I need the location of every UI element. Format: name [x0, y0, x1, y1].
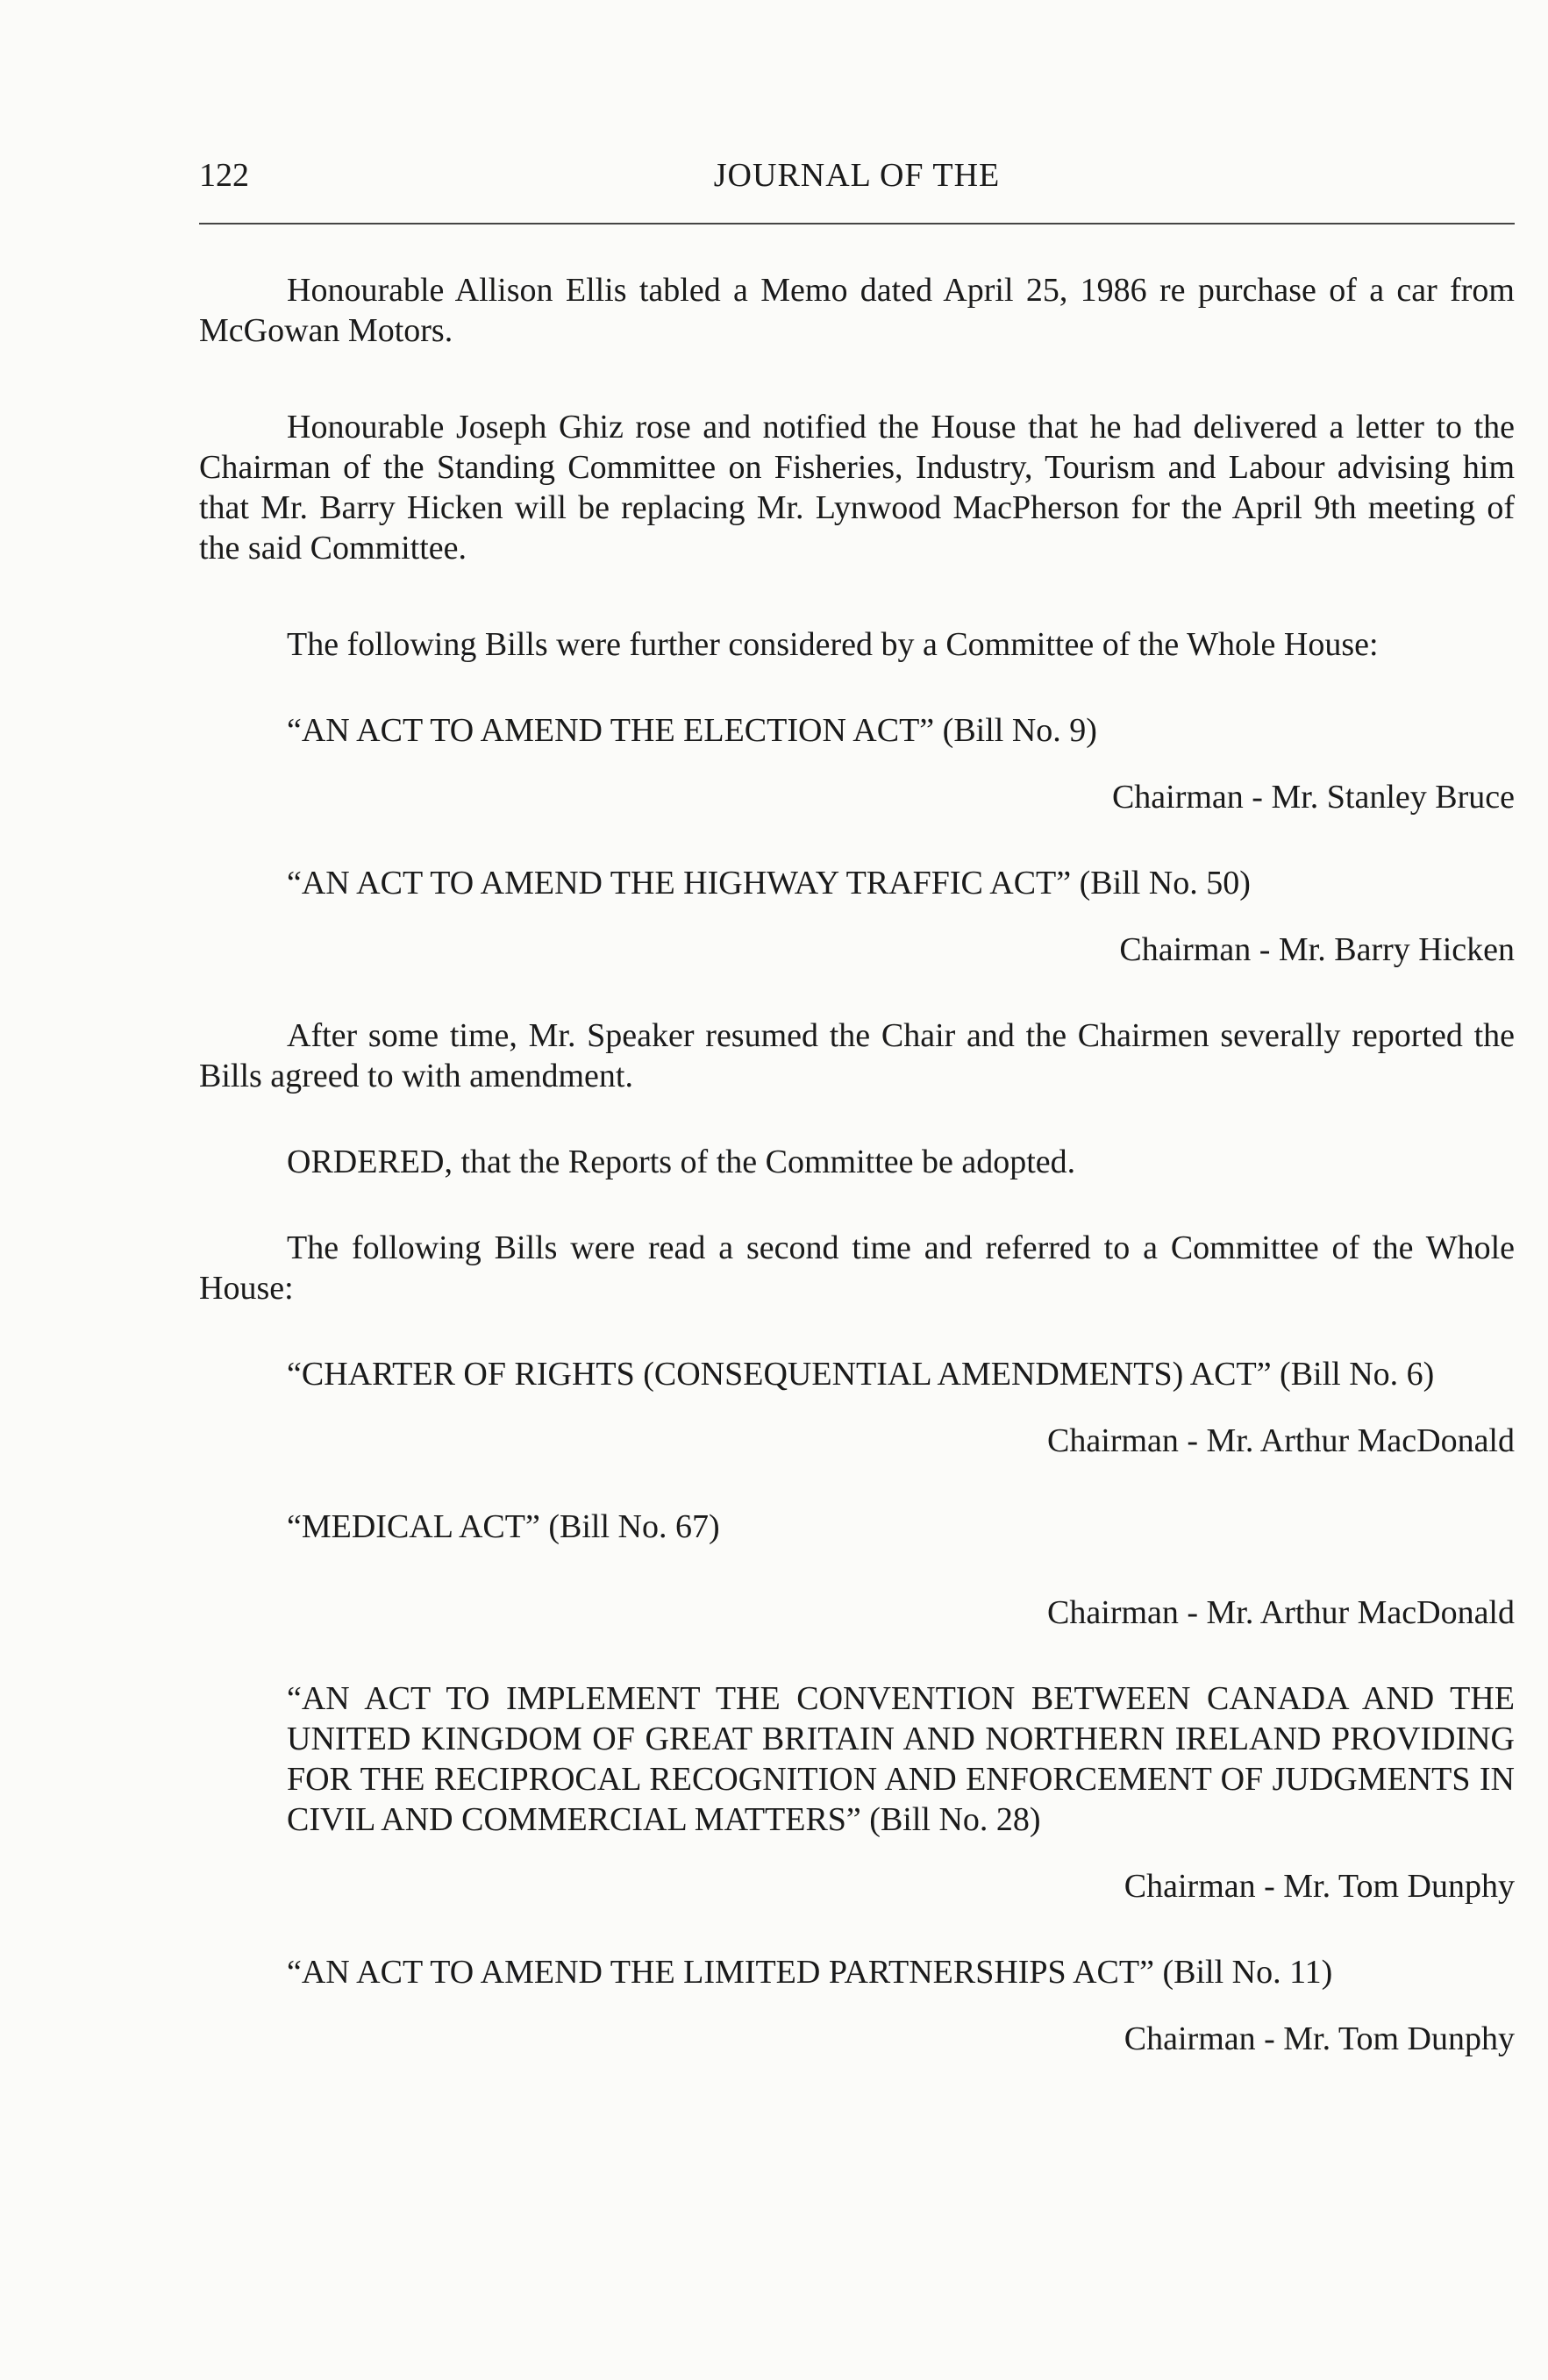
memo-paragraph: Honourable Allison Ellis tabled a Memo dated April 25, 1986 re purchase of a car from McGowan Motors.	[199, 272, 1515, 349]
bill-title: “AN ACT TO AMEND THE HIGHWAY TRAFFIC ACT” (Bill No. 50)	[287, 865, 1251, 901]
running-head: JOURNAL OF THE	[713, 157, 1001, 194]
further-considered-paragraph: The following Bills were further considered by a Committee of the Whole House:	[287, 626, 1379, 663]
journal-body	[199, 270, 1515, 2059]
bill-title: “AN ACT TO AMEND THE LIMITED PARTNERSHIPS ACT” (Bill No. 11)	[287, 1954, 1333, 1991]
header-rule	[199, 223, 1515, 224]
bill-chairman: Chairman - Mr. Arthur MacDonald	[1047, 1422, 1515, 1459]
bill-chairman: Chairman - Mr. Stanley Bruce	[1111, 779, 1515, 816]
bill-chairman: Chairman - Mr. Barry Hicken	[1119, 931, 1515, 968]
page-number: 122	[199, 157, 249, 194]
bill-chairman: Chairman - Mr. Arthur MacDonald	[1047, 1594, 1515, 1631]
bill-chairman: Chairman - Mr. Tom Dunphy	[1124, 2020, 1515, 2057]
page-header	[199, 154, 1515, 196]
bill-chairman: Chairman - Mr. Tom Dunphy	[1124, 1868, 1515, 1905]
bill-title: “AN ACT TO IMPLEMENT THE CONVENTION BETWEEN CANADA AND THE UNITED KINGDOM OF GREAT BRITAIN AND NORTHERN IRELAND PROVIDING FOR THE RECIPROCAL RECOGNITION AND ENFORCEMENT OF JUDGMENTS IN CIVIL AND COMMERCIAL MATTERS” (Bill No. 28)	[287, 1680, 1515, 1838]
bill-title: “AN ACT TO AMEND THE ELECTION ACT” (Bill No. 9)	[287, 712, 1097, 749]
after-time-paragraph: After some time, Mr. Speaker resumed the Chair and the Chairmen severally reported the Bills agreed to with amendment.	[199, 1017, 1515, 1094]
second-reading-paragraph: The following Bills were read a second time and referred to a Committee of the Whole House:	[199, 1229, 1515, 1307]
bill-title: “MEDICAL ACT” (Bill No. 67)	[287, 1508, 720, 1545]
ghiz-paragraph: Honourable Joseph Ghiz rose and notified the House that he had delivered a letter to the Chairman of the Standing Committee on Fisheries, Industry, Tourism and Labour advising him that Mr. Barry Hicken will be replacing Mr. Lynwood MacPherson for the April 9th meeting of the said Committee.	[199, 409, 1515, 566]
bill-title: “CHARTER OF RIGHTS (CONSEQUENTIAL AMENDMENTS) ACT” (Bill No. 6)	[287, 1356, 1435, 1393]
ordered-paragraph: ORDERED, that the Reports of the Committee be adopted.	[287, 1144, 1076, 1180]
